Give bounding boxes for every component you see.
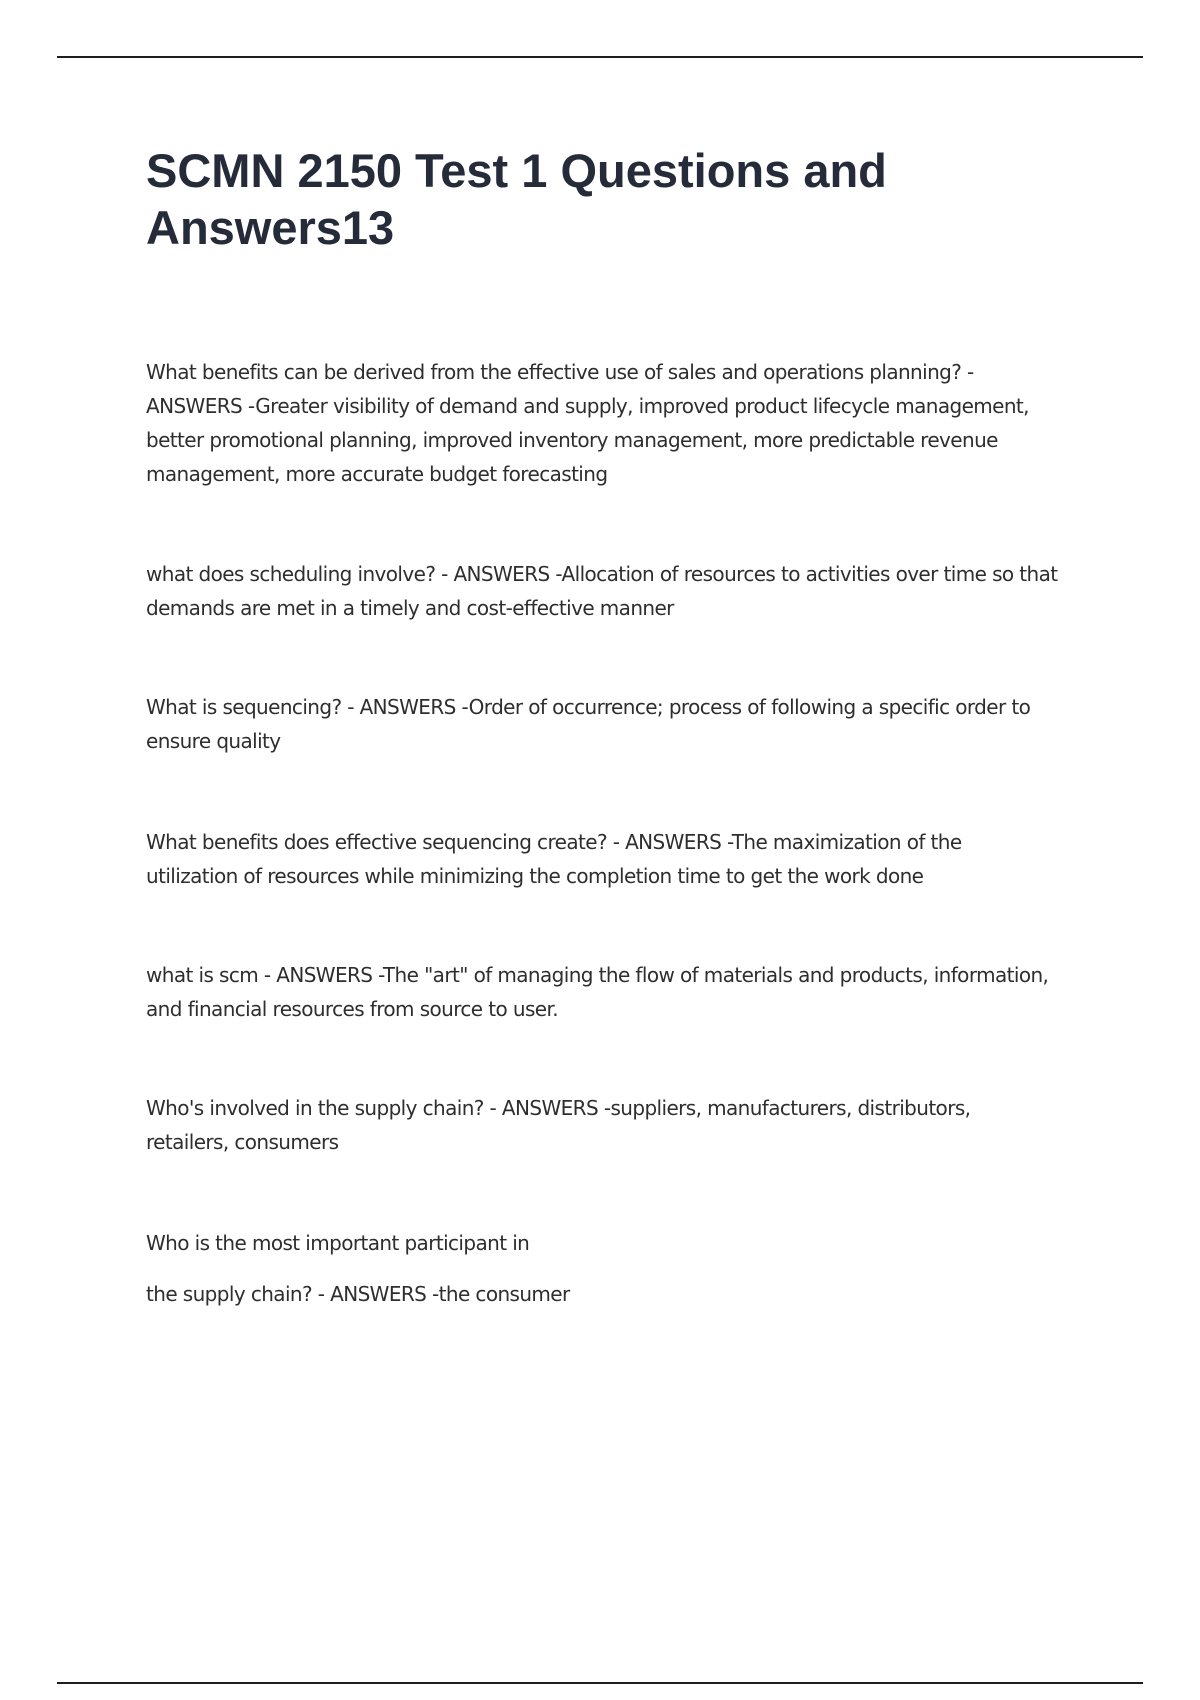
top-divider bbox=[57, 56, 1143, 58]
qa-line: ensure quality bbox=[146, 729, 281, 753]
qa-entry-6 bbox=[146, 1091, 1106, 1159]
qa-entry-4 bbox=[146, 825, 1106, 893]
qa-line: what is scm - ANSWERS -The "art" of managing the flow of materials and products, information, bbox=[146, 963, 1049, 987]
qa-line: What benefits does effective sequencing create? - ANSWERS -The maximization of the bbox=[146, 830, 962, 854]
qa-line: Who is the most important participant in bbox=[146, 1231, 530, 1255]
qa-line: better promotional planning, improved inventory management, more predictable revenue bbox=[146, 428, 998, 452]
qa-line: the supply chain? - ANSWERS -the consumer bbox=[146, 1282, 570, 1306]
qa-entry-3 bbox=[146, 690, 1106, 758]
qa-entry-1 bbox=[146, 355, 1106, 491]
qa-entry-7-part-1 bbox=[146, 1226, 1106, 1260]
qa-line: Who's involved in the supply chain? - ANSWERS -suppliers, manufacturers, distributors, bbox=[146, 1096, 971, 1120]
qa-line: utilization of resources while minimizing the completion time to get the work done bbox=[146, 864, 924, 888]
qa-entry-5 bbox=[146, 958, 1106, 1026]
qa-entry-7-part-2 bbox=[146, 1277, 1106, 1311]
page-title bbox=[146, 142, 1046, 256]
qa-line: what does scheduling involve? - ANSWERS -Allocation of resources to activities over time so that bbox=[146, 562, 1058, 586]
qa-line: and financial resources from source to user. bbox=[146, 997, 559, 1021]
title-line-2: Answers13 bbox=[146, 201, 395, 254]
title-line-1: SCMN 2150 Test 1 Questions and bbox=[146, 144, 887, 197]
bottom-divider bbox=[57, 1682, 1143, 1684]
qa-entry-2 bbox=[146, 557, 1106, 625]
qa-line: What is sequencing? - ANSWERS -Order of occurrence; process of following a specific order to bbox=[146, 695, 1031, 719]
qa-line: What benefits can be derived from the effective use of sales and operations planning? - bbox=[146, 360, 974, 384]
qa-line: management, more accurate budget forecasting bbox=[146, 462, 608, 486]
qa-line: demands are met in a timely and cost-effective manner bbox=[146, 596, 674, 620]
qa-line: ANSWERS -Greater visibility of demand and supply, improved product lifecycle management, bbox=[146, 394, 1029, 418]
qa-line: retailers, consumers bbox=[146, 1130, 339, 1154]
